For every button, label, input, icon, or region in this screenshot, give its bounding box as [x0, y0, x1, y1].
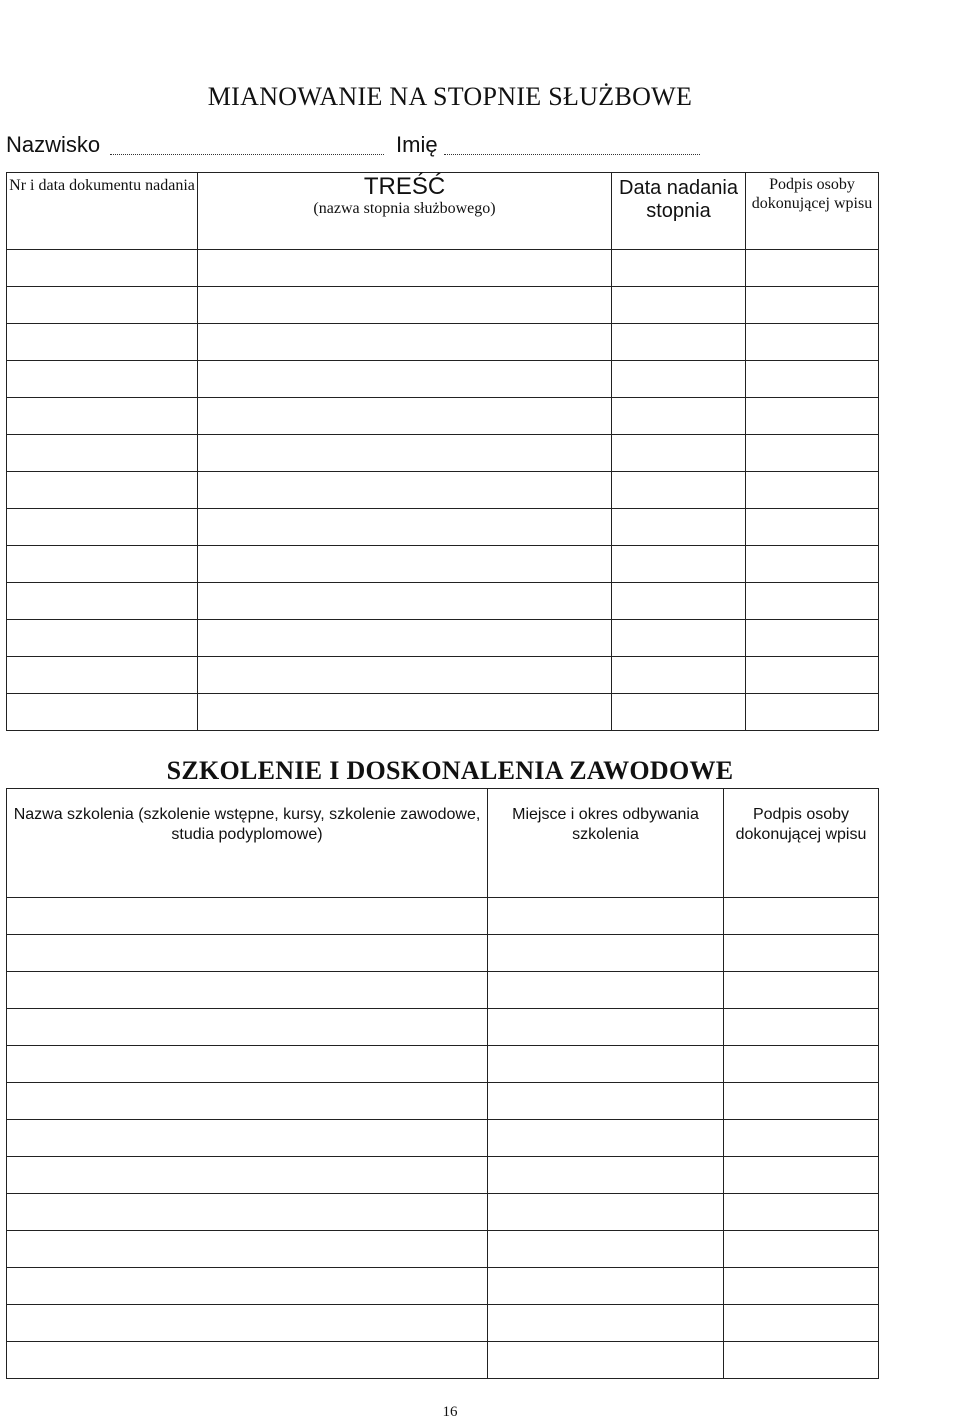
table-row	[7, 1342, 879, 1379]
table-row	[7, 898, 879, 935]
table-cell[interactable]	[746, 472, 879, 509]
table-cell[interactable]	[746, 509, 879, 546]
table-row	[7, 509, 879, 546]
table-cell[interactable]	[7, 1342, 488, 1379]
table-cell[interactable]	[746, 657, 879, 694]
table-cell[interactable]	[724, 972, 879, 1009]
table-cell[interactable]	[488, 1120, 724, 1157]
table-cell[interactable]	[612, 620, 746, 657]
header-training-place	[488, 789, 724, 898]
training-table	[6, 788, 879, 1379]
table-row	[7, 1157, 879, 1194]
table-row	[7, 935, 879, 972]
table-cell[interactable]	[7, 1268, 488, 1305]
table-cell[interactable]	[612, 546, 746, 583]
section-title-training: SZKOLENIE I DOSKONALENIA ZAWODOWE	[166, 756, 734, 785]
table-cell[interactable]	[7, 935, 488, 972]
table-cell[interactable]	[7, 1009, 488, 1046]
table-row	[7, 287, 879, 324]
promotion-table	[6, 172, 879, 731]
table-cell[interactable]	[7, 694, 198, 731]
table-cell[interactable]	[746, 398, 879, 435]
table-cell[interactable]	[746, 546, 879, 583]
page-title: MIANOWANIE NA STOPNIE SŁUŻBOWE	[207, 82, 693, 111]
promotion-table-header	[7, 173, 879, 250]
table-cell[interactable]	[7, 1046, 488, 1083]
table-row	[7, 1231, 879, 1268]
table-cell[interactable]	[198, 546, 612, 583]
table-cell[interactable]	[724, 1083, 879, 1120]
table-cell[interactable]	[198, 361, 612, 398]
table-row	[7, 583, 879, 620]
table-cell[interactable]	[746, 324, 879, 361]
table-row	[7, 1268, 879, 1305]
first-name-label: Imię	[396, 132, 438, 157]
table-cell[interactable]	[198, 472, 612, 509]
header-content-sub: (nazwa stopnia służbowego)	[313, 200, 496, 217]
table-cell[interactable]	[724, 1231, 879, 1268]
table-cell[interactable]	[724, 935, 879, 972]
table-cell[interactable]	[198, 620, 612, 657]
table-cell[interactable]	[746, 620, 879, 657]
header-training-name	[7, 789, 488, 898]
table-cell[interactable]	[488, 935, 724, 972]
table-row	[7, 1120, 879, 1157]
table-cell[interactable]	[724, 1342, 879, 1379]
table-cell[interactable]	[612, 509, 746, 546]
table-cell[interactable]	[7, 1194, 488, 1231]
table-cell[interactable]	[612, 398, 746, 435]
table-row	[7, 657, 879, 694]
table-cell[interactable]	[612, 361, 746, 398]
table-cell[interactable]	[198, 398, 612, 435]
table-cell[interactable]	[488, 1231, 724, 1268]
table-row	[7, 1194, 879, 1231]
table-cell[interactable]	[612, 583, 746, 620]
table-cell[interactable]	[488, 1157, 724, 1194]
table-cell[interactable]	[7, 287, 198, 324]
table-cell[interactable]	[198, 509, 612, 546]
table-cell[interactable]	[488, 1194, 724, 1231]
table-cell[interactable]	[7, 1231, 488, 1268]
table-cell[interactable]	[198, 324, 612, 361]
table-cell[interactable]	[7, 898, 488, 935]
table-cell[interactable]	[488, 1305, 724, 1342]
table-cell[interactable]	[488, 972, 724, 1009]
header-content-main: TREŚĆ	[363, 173, 446, 200]
table-cell[interactable]	[7, 398, 198, 435]
table-cell[interactable]	[7, 620, 198, 657]
table-cell[interactable]	[7, 583, 198, 620]
table-cell[interactable]	[746, 583, 879, 620]
table-row	[7, 1083, 879, 1120]
table-cell[interactable]	[746, 435, 879, 472]
table-cell[interactable]	[746, 250, 879, 287]
header-date: Data nadania stopnia	[612, 173, 746, 250]
table-row	[7, 361, 879, 398]
header-training-signature	[724, 789, 879, 898]
table-cell[interactable]	[7, 1120, 488, 1157]
table-cell[interactable]	[198, 694, 612, 731]
table-row	[7, 324, 879, 361]
table-cell[interactable]	[7, 472, 198, 509]
table-row	[7, 398, 879, 435]
table-cell[interactable]	[488, 1268, 724, 1305]
table-row	[7, 1305, 879, 1342]
table-row	[7, 972, 879, 1009]
table-cell[interactable]	[488, 1083, 724, 1120]
table-cell[interactable]	[488, 1046, 724, 1083]
table-cell[interactable]	[724, 1046, 879, 1083]
table-cell[interactable]	[7, 250, 198, 287]
training-table-body	[7, 898, 879, 1379]
table-cell[interactable]	[7, 972, 488, 1009]
table-cell[interactable]	[7, 324, 198, 361]
table-row	[7, 1046, 879, 1083]
table-row	[7, 1009, 879, 1046]
table-cell[interactable]	[724, 1120, 879, 1157]
header-training-place-text: Miejsce i okres odbywania szkolenia	[512, 806, 699, 843]
table-row	[7, 546, 879, 583]
table-cell[interactable]	[7, 435, 198, 472]
page-number: 16	[442, 1404, 458, 1420]
header-training-signature-text: Podpis osoby dokonującej wpisu	[735, 806, 867, 843]
table-cell[interactable]	[7, 546, 198, 583]
table-cell[interactable]	[724, 898, 879, 935]
name-row	[0, 132, 900, 162]
table-cell[interactable]	[612, 694, 746, 731]
table-cell[interactable]	[7, 509, 198, 546]
table-cell[interactable]	[724, 1194, 879, 1231]
surname-label: Nazwisko	[6, 132, 101, 157]
table-cell[interactable]	[198, 435, 612, 472]
table-cell[interactable]	[198, 287, 612, 324]
table-row	[7, 620, 879, 657]
header-content	[198, 173, 612, 250]
table-cell[interactable]	[7, 361, 198, 398]
promotion-table-body	[7, 250, 879, 731]
training-table-header	[7, 789, 879, 898]
header-doc: Nr i data dokumentu nadania	[7, 173, 198, 250]
table-cell[interactable]	[724, 1305, 879, 1342]
table-cell[interactable]	[488, 1342, 724, 1379]
table-cell[interactable]	[746, 287, 879, 324]
table-cell[interactable]	[7, 1083, 488, 1120]
header-signature: Podpis osoby dokonującej wpisu	[746, 173, 879, 250]
table-cell[interactable]	[612, 657, 746, 694]
table-cell[interactable]	[612, 435, 746, 472]
table-row	[7, 250, 879, 287]
table-cell[interactable]	[724, 1157, 879, 1194]
table-row	[7, 435, 879, 472]
header-training-name-text: Nazwa szkolenia (szkolenie wstępne, kursy, szkolenie zawodowe, studia podyplomowe)	[13, 806, 481, 843]
table-cell[interactable]	[724, 1009, 879, 1046]
table-cell[interactable]	[612, 324, 746, 361]
table-cell[interactable]	[198, 583, 612, 620]
table-cell[interactable]	[724, 1268, 879, 1305]
table-cell[interactable]	[488, 898, 724, 935]
table-cell[interactable]	[612, 250, 746, 287]
table-cell[interactable]	[488, 1009, 724, 1046]
table-cell[interactable]	[7, 1157, 488, 1194]
table-cell[interactable]	[612, 472, 746, 509]
table-cell[interactable]	[7, 657, 198, 694]
table-cell[interactable]	[7, 1305, 488, 1342]
table-cell[interactable]	[198, 250, 612, 287]
table-cell[interactable]	[746, 361, 879, 398]
surname-field[interactable]	[110, 154, 384, 155]
table-cell[interactable]	[198, 657, 612, 694]
table-row	[7, 694, 879, 731]
table-cell[interactable]	[746, 694, 879, 731]
table-row	[7, 472, 879, 509]
table-cell[interactable]	[612, 287, 746, 324]
first-name-field[interactable]	[444, 154, 700, 155]
